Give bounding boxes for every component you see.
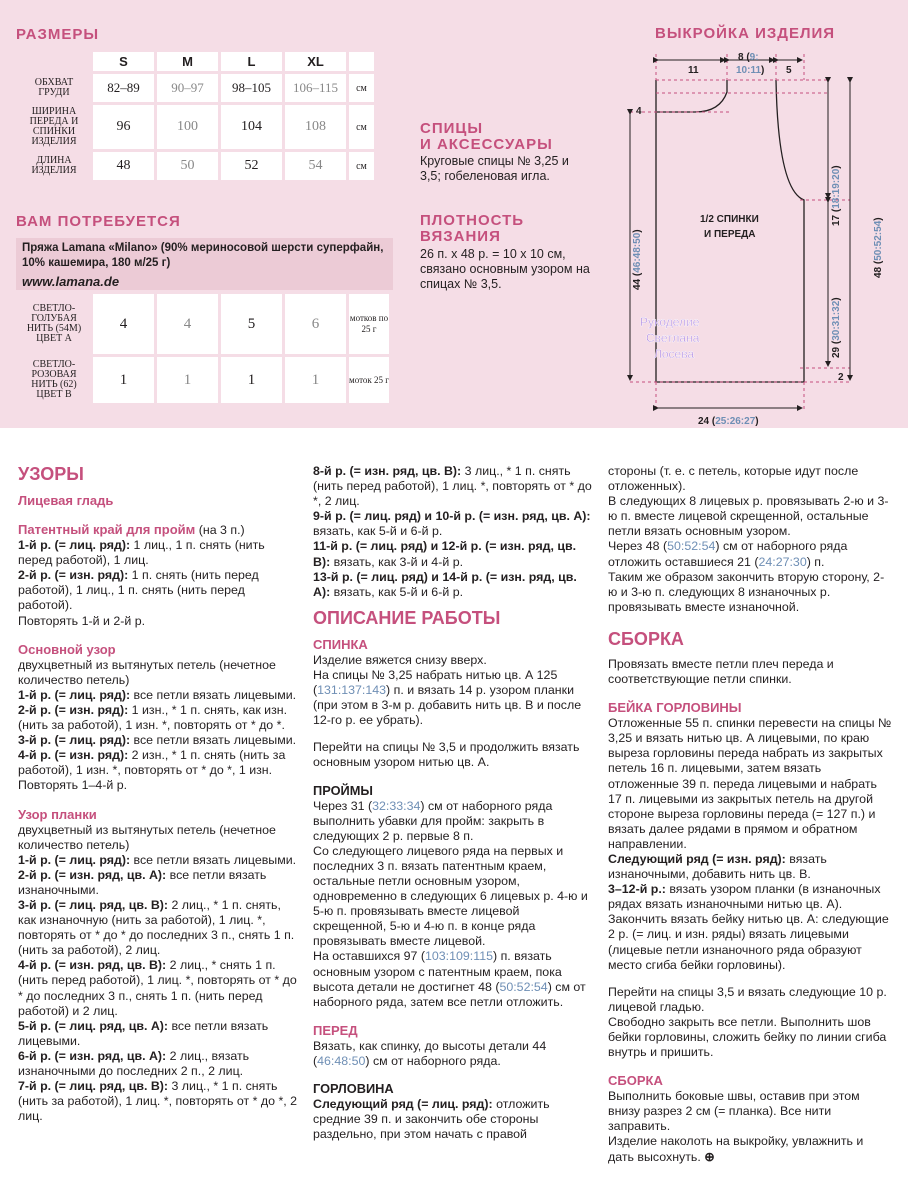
unit: мотков по 25 г <box>349 294 389 354</box>
yarn-value: 1 <box>221 357 282 403</box>
row-text: двухцветный из вытянутых петель (нечетное количество петель) <box>18 822 276 852</box>
dim-48: 48 (50:52:54) <box>873 217 884 278</box>
row-text: все петли вязать изнаночными. <box>18 867 267 897</box>
yarn-site: www.lamana.de <box>22 274 120 289</box>
row-text: стороны (т. е. с петель, которые идут после отложенных). <box>608 464 859 494</box>
yarn-value: 1 <box>285 357 346 403</box>
yarn-row-label: СВЕТЛО-РОЗОВАЯ НИТЬ (62) ЦВЕТ B <box>18 357 90 403</box>
density-title-2: ВЯЗАНИЯ <box>420 228 501 245</box>
unit: см <box>349 152 374 180</box>
needles-text: Круговые спицы № 3,25 и 3,5; гобеленовая игла. <box>420 154 569 183</box>
size-value: 98–105 <box>221 74 282 102</box>
size-variants: 50:52:54 <box>499 979 548 994</box>
row-text: 3 лиц., * 1 п. снять (нить за работой), 1 лиц. *, повторять от * до *, 2 лиц. <box>18 1079 298 1124</box>
row-text: все петли вязать лицевыми. <box>130 733 297 748</box>
dim-4: 4 <box>636 106 642 117</box>
row-text: Изделие наколоть на выкройку, увлажнить и дать высохнуть. <box>608 1134 864 1164</box>
dim-8b: 10:11) <box>736 65 765 76</box>
work-title: ОПИСАНИЕ РАБОТЫ <box>313 607 501 628</box>
row-label: 8-й р. (= изн. ряд, цв. В): <box>313 464 462 478</box>
row-text: 2 лиц., вязать изнаночными до последних 2 п., 2 лиц. <box>18 1048 250 1078</box>
row-label: 4-й р. (= изн. ряд, цв. В): <box>18 958 167 973</box>
column-3 <box>608 464 892 1165</box>
size-value: 50 <box>157 152 218 180</box>
row-label: 5-й р. (= лиц. ряд, цв. А): <box>18 1018 169 1033</box>
watermark-1: Рукоделие <box>640 315 700 329</box>
size-variants: 131:137:143 <box>317 683 387 698</box>
row-text: Выполнить боковые швы, оставив при этом внизу разрез 2 см (= планка). Все нити заправить. <box>608 1089 860 1134</box>
needs-title: ВАМ ПОТРЕБУЕТСЯ <box>16 213 181 230</box>
row-text: вязать, как 5-й и 6-й р. <box>330 584 464 599</box>
front-title: ПЕРЕД <box>313 1022 358 1038</box>
back-title: СПИНКА <box>313 636 368 652</box>
main-pattern-title: Основной узор <box>18 641 116 657</box>
stockinette-title: Лицевая гладь <box>18 493 114 508</box>
row-label: 3–12-й р.: <box>608 882 666 897</box>
yarn-text: Пряжа Lamana «Milano» (90% мериносовой шерсти суперфайн, 10% кашемира, 180 м/25 г) <box>22 242 384 269</box>
row-label: 7-й р. (= лиц. ряд, цв. В): <box>18 1079 169 1094</box>
needles-title <box>420 121 553 153</box>
row-label: 1-й р. (= лиц. ряд): <box>18 852 131 867</box>
size-value: 104 <box>221 105 282 149</box>
size-variants: 103:109:115 <box>425 949 493 964</box>
dim-17: 17 (18:19:20) <box>831 165 842 226</box>
yarn-value: 4 <box>93 294 154 354</box>
row-text: Свободно закрыть все петли. Выполнить шов бейки горловины, сложить бейку по линии сгиба внутрь и пришить. <box>608 1014 887 1060</box>
yarn-value: 1 <box>157 357 218 403</box>
row-label: Следующий ряд (= лиц. ряд): <box>313 1097 493 1111</box>
row-text: Через 48 ( <box>608 539 668 554</box>
row-text: двухцветный из вытянутых петель (нечетное количество петель) <box>18 657 276 687</box>
dim-24: 24 (25:26:27) <box>698 416 759 427</box>
row-label: 3-й р. (= лиц. ряд, цв. В): <box>18 897 169 912</box>
size-col: S <box>93 52 154 71</box>
yarn-value: 1 <box>93 357 154 403</box>
size-row-label: ДЛИНА ИЗДЕЛИЯ <box>18 152 90 180</box>
armhole-title: ПРОЙМЫ <box>313 782 373 798</box>
row-text: ) п. и вязать 14 р. узором планки (при этом в 3-м р. добавить нить цв. В и после 12-го р. ее убрать). <box>313 683 582 728</box>
row-text: Изделие вяжется снизу вверх. <box>313 652 487 667</box>
edge-note: (на 3 п.) <box>195 523 245 537</box>
row-text: Таким же образом закончить вторую сторону, 2-ю и 3-ю п. следующих 8 изнаночных р. провязывать вместе изнаночной. <box>608 569 885 614</box>
neckband-title: БЕЙКА ГОРЛОВИНЫ <box>608 700 742 716</box>
row-text: все петли вязать лицевыми. <box>18 1018 269 1048</box>
row-text: 2 лиц., * 1 п. снять, как изнаночную (нить за работой), 1 лиц. *, повторять от * до * до последних 3 п., снять 1 п. (нить за работой), 2 лиц. <box>18 897 295 958</box>
pattern-label-1: 1/2 СПИНКИ <box>700 214 759 225</box>
dim-44: 44 (46:48:50) <box>632 229 643 290</box>
row-label: 6-й р. (= изн. ряд, цв. А): <box>18 1048 167 1063</box>
column-2 <box>313 464 593 1142</box>
pattern-diagram <box>600 40 908 430</box>
row-text: вязать изнаночными, добавить нить цв. В. <box>608 851 827 882</box>
size-value: 52 <box>221 152 282 180</box>
row-label: 3-й р. (= лиц. ряд): <box>18 733 131 748</box>
size-value: 82–89 <box>93 74 154 102</box>
end-mark-icon: ⊕ <box>704 1149 715 1164</box>
row-text: Через 31 ( <box>313 798 373 813</box>
unit: моток 25 г <box>349 357 389 403</box>
row-label: 13-й р. (= лиц. ряд) и 14-й р. (= изн. ряд, цв. А): <box>313 569 577 599</box>
neckline-title: ГОРЛОВИНА <box>313 1081 394 1096</box>
density-title <box>420 213 524 245</box>
dim-11: 11 <box>688 65 699 76</box>
dim-8: 8 (9: <box>738 52 759 63</box>
dim-29: 29 (30:31:32) <box>831 297 842 358</box>
row-text: Провязать вместе петли плеч переда и соответствующие петли спинки. <box>608 656 834 687</box>
row-text: ) см от наборного ряда. <box>365 1053 501 1068</box>
row-text: ) см от наборного ряда отложить оставшиеся 21 ( <box>608 539 848 569</box>
row-label: 4-й р. (= изн. ряд): <box>18 748 129 763</box>
row-text: 1 п. снять (нить перед работой), 1 лиц., 1 п. снять (нить перед работой). <box>18 568 259 613</box>
density-title-1: ПЛОТНОСТЬ <box>420 212 525 229</box>
size-row-label: ШИРИНА ПЕРЕДА И СПИНКИ ИЗДЕЛИЯ <box>18 105 90 149</box>
yarn-value: 6 <box>285 294 346 354</box>
row-label: 2-й р. (= изн. ряд): <box>18 702 129 717</box>
row-text: 2 изн., * 1 п. снять (нить за работой), 1 изн. *, повторять от * до *, 1 изн. <box>18 748 286 778</box>
row-text: Закончить вязать бейку нитью цв. А: следующие 2 р. (= лиц. и изн. ряды) вязать лицевыми (лицевые петли изнаночного ряда образуют место сгиба бейки горловины). <box>608 912 889 972</box>
row-text: все петли вязать лицевыми. <box>130 852 297 867</box>
row-text: вязать, как 5-й и 6-й р. <box>313 524 443 539</box>
row-text: 3 лиц., * 1 п. снять (нить перед работой), 1 лиц. *, повторять от * до *, 2 лиц. <box>313 464 592 509</box>
assembly-title: СБОРКА <box>608 628 684 649</box>
row-text: 1 изн., * 1 п. снять, как изн. (нить за работой), 1 изн. *, повторять от * до *. <box>18 702 288 733</box>
row-label: 1-й р. (= лиц. ряд): <box>18 687 131 702</box>
unit: см <box>349 105 374 149</box>
row-text: ) см от наборного ряда выполнить убавки для пройм: закрыть в следующих 2 р. первые 8 п. <box>313 798 553 843</box>
row-label: 2-й р. (= изн. ряд, цв. А): <box>18 867 167 882</box>
pattern-title: ВЫКРОЙКА ИЗДЕЛИЯ <box>655 25 836 42</box>
yarn-value: 4 <box>157 294 218 354</box>
column-1 <box>18 462 298 1124</box>
watermark-3: Лосева <box>654 347 695 361</box>
size-col: XL <box>285 52 346 71</box>
size-value: 100 <box>157 105 218 149</box>
row-text: ) п. вязать основным узором с патентным краем, пока высота детали не достигнет 48 ( <box>313 949 562 994</box>
row-text: Перейти на спицы 3,5 и вязать следующие 10 р. лицевой гладью. <box>608 984 887 1014</box>
size-row-label: ОБХВАТ ГРУДИ <box>18 74 90 102</box>
dim-2: 2 <box>838 372 844 383</box>
unit: см <box>349 74 374 102</box>
size-value: 106–115 <box>285 74 346 102</box>
row-text: В следующих 8 лицевых р. провязывать 2-ю и 3-ю п. вместе лицевой скрещенной, остальные петли вязать основным узором. <box>608 494 889 539</box>
row-text: отложить средние 39 п. и закончить обе стороны раздельно, при этом начать с правой <box>313 1097 550 1142</box>
row-text: Вязать, как спинку, до высоты детали 44 ( <box>313 1038 547 1068</box>
size-variants: 50:52:54 <box>667 539 716 554</box>
size-col: L <box>221 52 282 71</box>
row-label: 2-й р. (= изн. ряд): <box>18 568 129 583</box>
size-variants: 46:48:50 <box>317 1053 366 1068</box>
yarn-value: 5 <box>221 294 282 354</box>
size-value: 108 <box>285 105 346 149</box>
pattern-label-2: И ПЕРЕДА <box>704 229 756 240</box>
row-text: все петли вязать лицевыми. <box>130 687 297 702</box>
density-text: 26 п. х 48 р. = 10 х 10 см, связано основным узором на спицах № 3,5. <box>420 247 590 291</box>
row-text: Отложенные 55 п. спинки перевести на спицы № 3,25 и вязать нитью цв. А лицевыми, по краю выреза горловины переда набрать из закрытых петель 16 п. лицевыми, затем вязать отложенные 39 п. переда лицевыми и набрать 17 п. лицевыми из закрытых петель на другой стороне выреза горловины переда (= 127 п.) и вязать далее рядами в прямом и обратном направлении. <box>608 716 892 851</box>
dim-5: 5 <box>786 65 792 76</box>
row-text: ) см от наборного ряда, затем все петли отложить. <box>313 979 586 1009</box>
size-value: 54 <box>285 152 346 180</box>
row-text: Повторять 1-й и 2-й р. <box>18 613 146 628</box>
size-value: 96 <box>93 105 154 149</box>
row-text: Повторять 1–4-й р. <box>18 778 128 793</box>
row-text: 1 лиц., 1 п. снять (нить перед работой), 1 лиц. <box>18 538 265 568</box>
yarn-row-label: СВЕТЛО-ГОЛУБАЯ НИТЬ (54M) ЦВЕТ A <box>18 294 90 354</box>
row-text: вязать, как 3-й и 4-й р. <box>330 554 464 569</box>
row-text: Перейти на спицы № 3,5 и продолжить вязать основным узором нитью цв. А. <box>313 740 580 770</box>
needles-title-2: И АКСЕССУАРЫ <box>420 136 553 153</box>
size-variants: 32:33:34 <box>372 798 421 813</box>
row-label: 11-й р. (= лиц. ряд) и 12-й р. (= изн. ряд, цв. В): <box>313 539 577 569</box>
size-col: M <box>157 52 218 71</box>
size-value: 48 <box>93 152 154 180</box>
row-text: 2 лиц., * снять 1 п. (нить перед работой), 1 лиц. *, повторять от * до * до последних 3 п., снять 1 п. (нить перед работой) и 2 лиц. <box>18 958 297 1018</box>
row-text: На спицы № 3,25 набрать нитью цв. А 125 ( <box>313 667 558 698</box>
row-text: вязать узором планки (в изнаночных рядах вязать изнаночными нитью цв. А). <box>608 882 881 912</box>
watermark-2: Светлана <box>646 331 700 345</box>
row-label: Следующий ряд (= изн. ряд): <box>608 851 786 866</box>
size-value: 90–97 <box>157 74 218 102</box>
sizes-title: РАЗМЕРЫ <box>16 26 100 43</box>
sizes-table <box>15 49 377 183</box>
row-text: Со следующего лицевого ряда на первых и последних 3 п. вязать патентным краем, остальные петли основным узором, одновременно в следующих 6 лицевых р. 4-ю и 5-ю п. провязывать вместе лицевой скрещенной, 5-ю и 4-ю п. в конце ряда провязывать вместе лицевой. <box>313 843 588 949</box>
needles-title-1: СПИЦЫ <box>420 120 484 137</box>
row-text: На оставшихся 97 ( <box>313 949 425 964</box>
yarn-box <box>16 238 393 290</box>
row-label: 9-й р. (= лиц. ряд) и 10-й р. (= изн. ряд, цв. А): <box>313 509 591 524</box>
yarn-table <box>15 291 392 406</box>
size-variants: 24:27:30 <box>758 554 807 569</box>
patterns-title: УЗОРЫ <box>18 464 84 484</box>
row-text: ) п. <box>806 554 825 569</box>
row-label: 1-й р. (= лиц. ряд): <box>18 538 131 553</box>
assembly2-title: СБОРКА <box>608 1073 663 1089</box>
edge-title: Патентный край для пройм <box>18 522 196 537</box>
band-pattern-title: Узор планки <box>18 806 97 822</box>
